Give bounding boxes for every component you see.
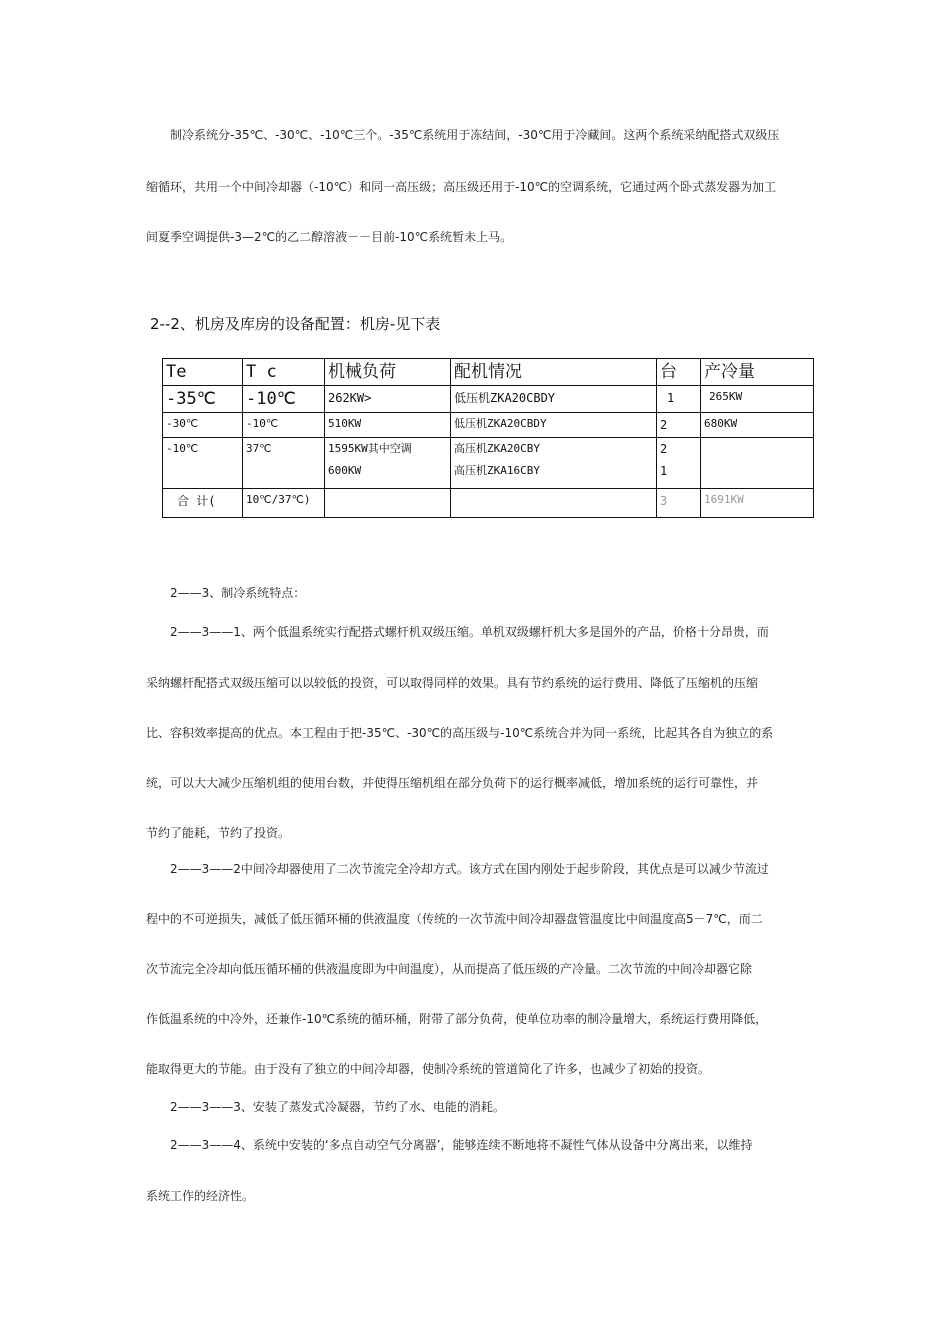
para2-line-10: 作低温系统的中冷外，还兼作-10℃系统的循环桶，附带了部分负荷，使单位功率的制冷量增大，系统运行费用降低， xyxy=(146,1012,768,1026)
header-config: 配机情况 xyxy=(451,359,657,386)
section-heading: 2--2、机房及库房的设备配置：机房-见下表 xyxy=(150,315,441,333)
header-te: Te xyxy=(163,359,243,386)
para2-line-12: 2——3——3、安装了蒸发式冷凝器，节约了水、电能的消耗。 xyxy=(170,1100,505,1114)
cell xyxy=(451,438,657,489)
cell xyxy=(451,489,657,518)
para2-line-2: 2——3——1、两个低温系统实行配搭式螺杆机双级压缩。单机双级螺杆机大多是国外的产品，价格十分昂贵，而 xyxy=(170,625,769,639)
cell-line: 1595KW其中空调 xyxy=(328,442,412,455)
header-mech-load: 机械负荷 xyxy=(325,359,451,386)
cell: 低压机ZKA20CBDY xyxy=(451,386,657,413)
cell: -10℃ xyxy=(243,386,325,413)
para1-line-3: 间夏季空调提供-3—2℃的乙二醇溶液－－目前-10℃系统暂未上马。 xyxy=(146,230,513,244)
cell: 10℃/37℃) xyxy=(243,489,325,518)
cell: 265KW xyxy=(701,386,814,413)
cell-line: 1 xyxy=(660,464,668,478)
cell: -30℃ xyxy=(163,413,243,438)
table-row xyxy=(163,386,814,413)
cell-line: 600KW xyxy=(328,464,362,477)
table-row xyxy=(163,413,814,438)
cell: -10℃ xyxy=(163,438,243,489)
para2-line-6: 节约了能耗，节约了投资。 xyxy=(146,826,291,840)
cell: 510KW xyxy=(325,413,451,438)
table-header-row xyxy=(163,359,814,386)
para2-line-7: 2——3——2中间冷却器使用了二次节流完全冷却方式。该方式在国内刚处于起步阶段，其优点是可以减少节流过 xyxy=(170,862,769,876)
cell-line: 2 xyxy=(660,442,668,456)
cell: 1691KW xyxy=(701,489,814,518)
cell: 3 xyxy=(657,489,701,518)
table-row xyxy=(163,489,814,518)
para2-line-1: 2——3、制冷系统特点： xyxy=(170,586,306,600)
cell: 2 xyxy=(657,413,701,438)
header-tc: T c xyxy=(243,359,325,386)
cell-line: 高压机ZKA16CBY xyxy=(454,464,540,477)
para1-line-2: 缩循环，共用一个中间冷却器（-10℃）和同一高压级；高压级还用于-10℃的空调系统，它通过两个卧式蒸发器为加工 xyxy=(146,180,777,194)
para2-line-9: 次节流完全冷却向低压循环桶的供液温度即为中间温度），从而提高了低压级的产冷量。二次节流的中间冷却器它除 xyxy=(146,962,753,976)
cell: 262KW> xyxy=(325,386,451,413)
cell: -35℃ xyxy=(163,386,243,413)
header-count: 台 xyxy=(657,359,701,386)
cell xyxy=(325,489,451,518)
cell: 合 计( xyxy=(163,489,243,518)
header-capacity: 产冷量 xyxy=(701,359,814,386)
cell xyxy=(701,438,814,489)
para2-line-8: 程中的不可逆损失，减低了低压循环桶的供液温度（传统的一次节流中间冷却器盘管温度比中间温度高5－7℃，而二 xyxy=(146,912,763,926)
para2-line-4: 比、容积效率提高的优点。本工程由于把-35℃、-30℃的高压级与-10℃系统合并为同一系统，比起其各自为独立的系 xyxy=(146,726,774,740)
para2-line-11: 能取得更大的节能。由于没有了独立的中间冷却器，使制冷系统的管道简化了许多，也减少了初始的投资。 xyxy=(146,1062,711,1076)
cell xyxy=(657,438,701,489)
cell xyxy=(325,438,451,489)
table-row xyxy=(163,438,814,489)
cell: 低压机ZKA20CBDY xyxy=(451,413,657,438)
equipment-table xyxy=(162,358,814,518)
para2-line-3: 采纳螺杆配搭式双级压缩可以以较低的投资，可以取得同样的效果。具有节约系统的运行费用、降低了压缩机的压缩 xyxy=(146,676,759,690)
para2-line-14: 系统工作的经济性。 xyxy=(146,1189,255,1203)
para1-line-1: 制冷系统分-35℃、-30℃、-10℃三个。-35℃系统用于冻结间，-30℃用于冷藏间。这两个系统采纳配搭式双级压 xyxy=(170,128,780,142)
para2-line-13: 2——3——4、系统中安装的‘多点自动空气分离器’，能够连续不断地将不凝性气体从设备中分离出来，以维持 xyxy=(170,1138,753,1152)
cell: -10℃ xyxy=(243,413,325,438)
para2-line-5: 统，可以大大减少压缩机组的使用台数，并使得压缩机组在部分负荷下的运行概率减低，增加系统的运行可靠性，并 xyxy=(146,776,759,790)
cell-line: 高压机ZKA20CBY xyxy=(454,442,540,455)
cell: 680KW xyxy=(701,413,814,438)
cell: 1 xyxy=(657,386,701,413)
cell: 37℃ xyxy=(243,438,325,489)
